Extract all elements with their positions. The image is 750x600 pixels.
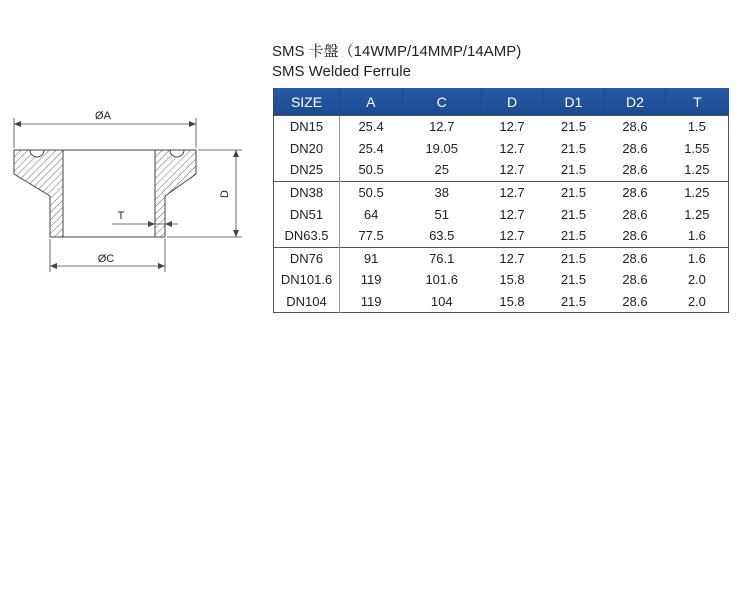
row-group-3 <box>274 247 729 313</box>
size-cell: DN63.5 <box>274 225 340 247</box>
value-cell: 119 <box>360 294 382 310</box>
column-header-d1: D1 <box>543 88 604 116</box>
value-cell: 28.6 <box>604 116 665 138</box>
value-cell: 12.7 <box>481 181 542 203</box>
value-cell: 21.5 <box>560 272 587 288</box>
value-cell: 28.6 <box>622 228 648 244</box>
row-group-1 <box>274 116 729 182</box>
value-cell: 28.6 <box>622 162 648 178</box>
value-cell: 28.6 <box>604 247 665 269</box>
value-cell: 28.6 <box>604 181 665 203</box>
row-group-2 <box>274 181 729 247</box>
label-a: ØA <box>95 110 111 122</box>
label-d: D <box>219 190 231 198</box>
left-section <box>14 150 63 237</box>
size-cell: DN15 <box>274 116 340 138</box>
spec-table <box>273 88 729 313</box>
column-header-d: D <box>481 88 542 116</box>
value-cell: 25.4 <box>358 140 384 156</box>
value-cell: 64 <box>363 206 379 222</box>
value-cell: 1.25 <box>684 206 710 222</box>
value-cell: 21.5 <box>560 228 587 244</box>
value-cell: 28.6 <box>622 272 648 288</box>
value-cell: 12.7 <box>499 228 525 244</box>
value-cell: 21.5 <box>543 181 604 203</box>
table-row <box>274 138 729 160</box>
table-row <box>274 181 729 203</box>
value-cell: 50.5 <box>340 181 403 203</box>
value-cell: 51 <box>434 206 449 222</box>
value-cell: 119 <box>360 272 382 288</box>
size-cell: DN25 <box>274 159 340 181</box>
value-cell: 104 <box>430 294 453 310</box>
value-cell: 1.25 <box>666 181 729 203</box>
value-cell: 2.0 <box>687 272 706 288</box>
value-cell: 12.7 <box>499 162 525 178</box>
table-row <box>274 159 729 181</box>
column-header-t: T <box>666 88 729 116</box>
value-cell: 76.1 <box>402 247 481 269</box>
value-cell: 63.5 <box>429 228 455 244</box>
value-cell: 38 <box>402 181 481 203</box>
table-header-row <box>274 88 729 116</box>
size-cell: DN104 <box>274 291 340 313</box>
column-header-size: SIZE <box>274 88 340 116</box>
column-header-c: C <box>402 88 481 116</box>
value-cell: 15.8 <box>499 294 525 310</box>
size-cell: DN51 <box>274 203 340 225</box>
value-cell: 1.25 <box>684 162 710 178</box>
size-cell: DN38 <box>274 181 340 203</box>
value-cell: 15.8 <box>499 272 525 288</box>
value-cell: 12.7 <box>499 140 525 156</box>
ferrule-drawing <box>0 100 260 280</box>
value-cell: 21.5 <box>560 294 587 310</box>
size-cell: DN76 <box>274 247 340 269</box>
title-chinese: SMS 卡盤（14WMP/14MMP/14AMP) <box>272 43 522 60</box>
table-row <box>274 247 729 269</box>
value-cell: 21.5 <box>543 247 604 269</box>
value-cell: 25.4 <box>340 116 403 138</box>
value-cell: 19.05 <box>425 140 458 156</box>
table-row <box>274 116 729 138</box>
label-c: ØC <box>97 253 115 265</box>
value-cell: 50.5 <box>358 162 384 178</box>
value-cell: 1.6 <box>666 247 729 269</box>
value-cell: 1.6 <box>687 228 706 244</box>
value-cell: 25 <box>434 162 449 178</box>
title-english: SMS Welded Ferrule <box>272 63 411 80</box>
table-row <box>274 225 729 247</box>
column-header-a: A <box>340 88 403 116</box>
value-cell: 91 <box>340 247 403 269</box>
value-cell: 12.7 <box>481 116 542 138</box>
size-cell: DN20 <box>274 138 340 160</box>
table-row <box>274 291 729 313</box>
value-cell: 28.6 <box>622 206 648 222</box>
title-block <box>272 42 521 82</box>
value-cell: 101.6 <box>425 272 458 288</box>
value-cell: 1.55 <box>684 140 710 156</box>
value-cell: 2.0 <box>687 294 706 310</box>
value-cell: 12.7 <box>499 206 525 222</box>
size-cell: DN101.6 <box>274 269 340 291</box>
value-cell: 21.5 <box>560 206 587 222</box>
value-cell: 28.6 <box>622 140 648 156</box>
value-cell: 28.6 <box>622 294 648 310</box>
value-cell: 12.7 <box>481 247 542 269</box>
table-row <box>274 269 729 291</box>
value-cell: 21.5 <box>560 162 587 178</box>
value-cell: 1.5 <box>666 116 729 138</box>
value-cell: 77.5 <box>358 228 384 244</box>
value-cell: 21.5 <box>543 116 604 138</box>
value-cell: 21.5 <box>560 140 587 156</box>
table-row <box>274 203 729 225</box>
column-header-d2: D2 <box>604 88 665 116</box>
value-cell: 12.7 <box>402 116 481 138</box>
label-t: T <box>117 210 125 222</box>
